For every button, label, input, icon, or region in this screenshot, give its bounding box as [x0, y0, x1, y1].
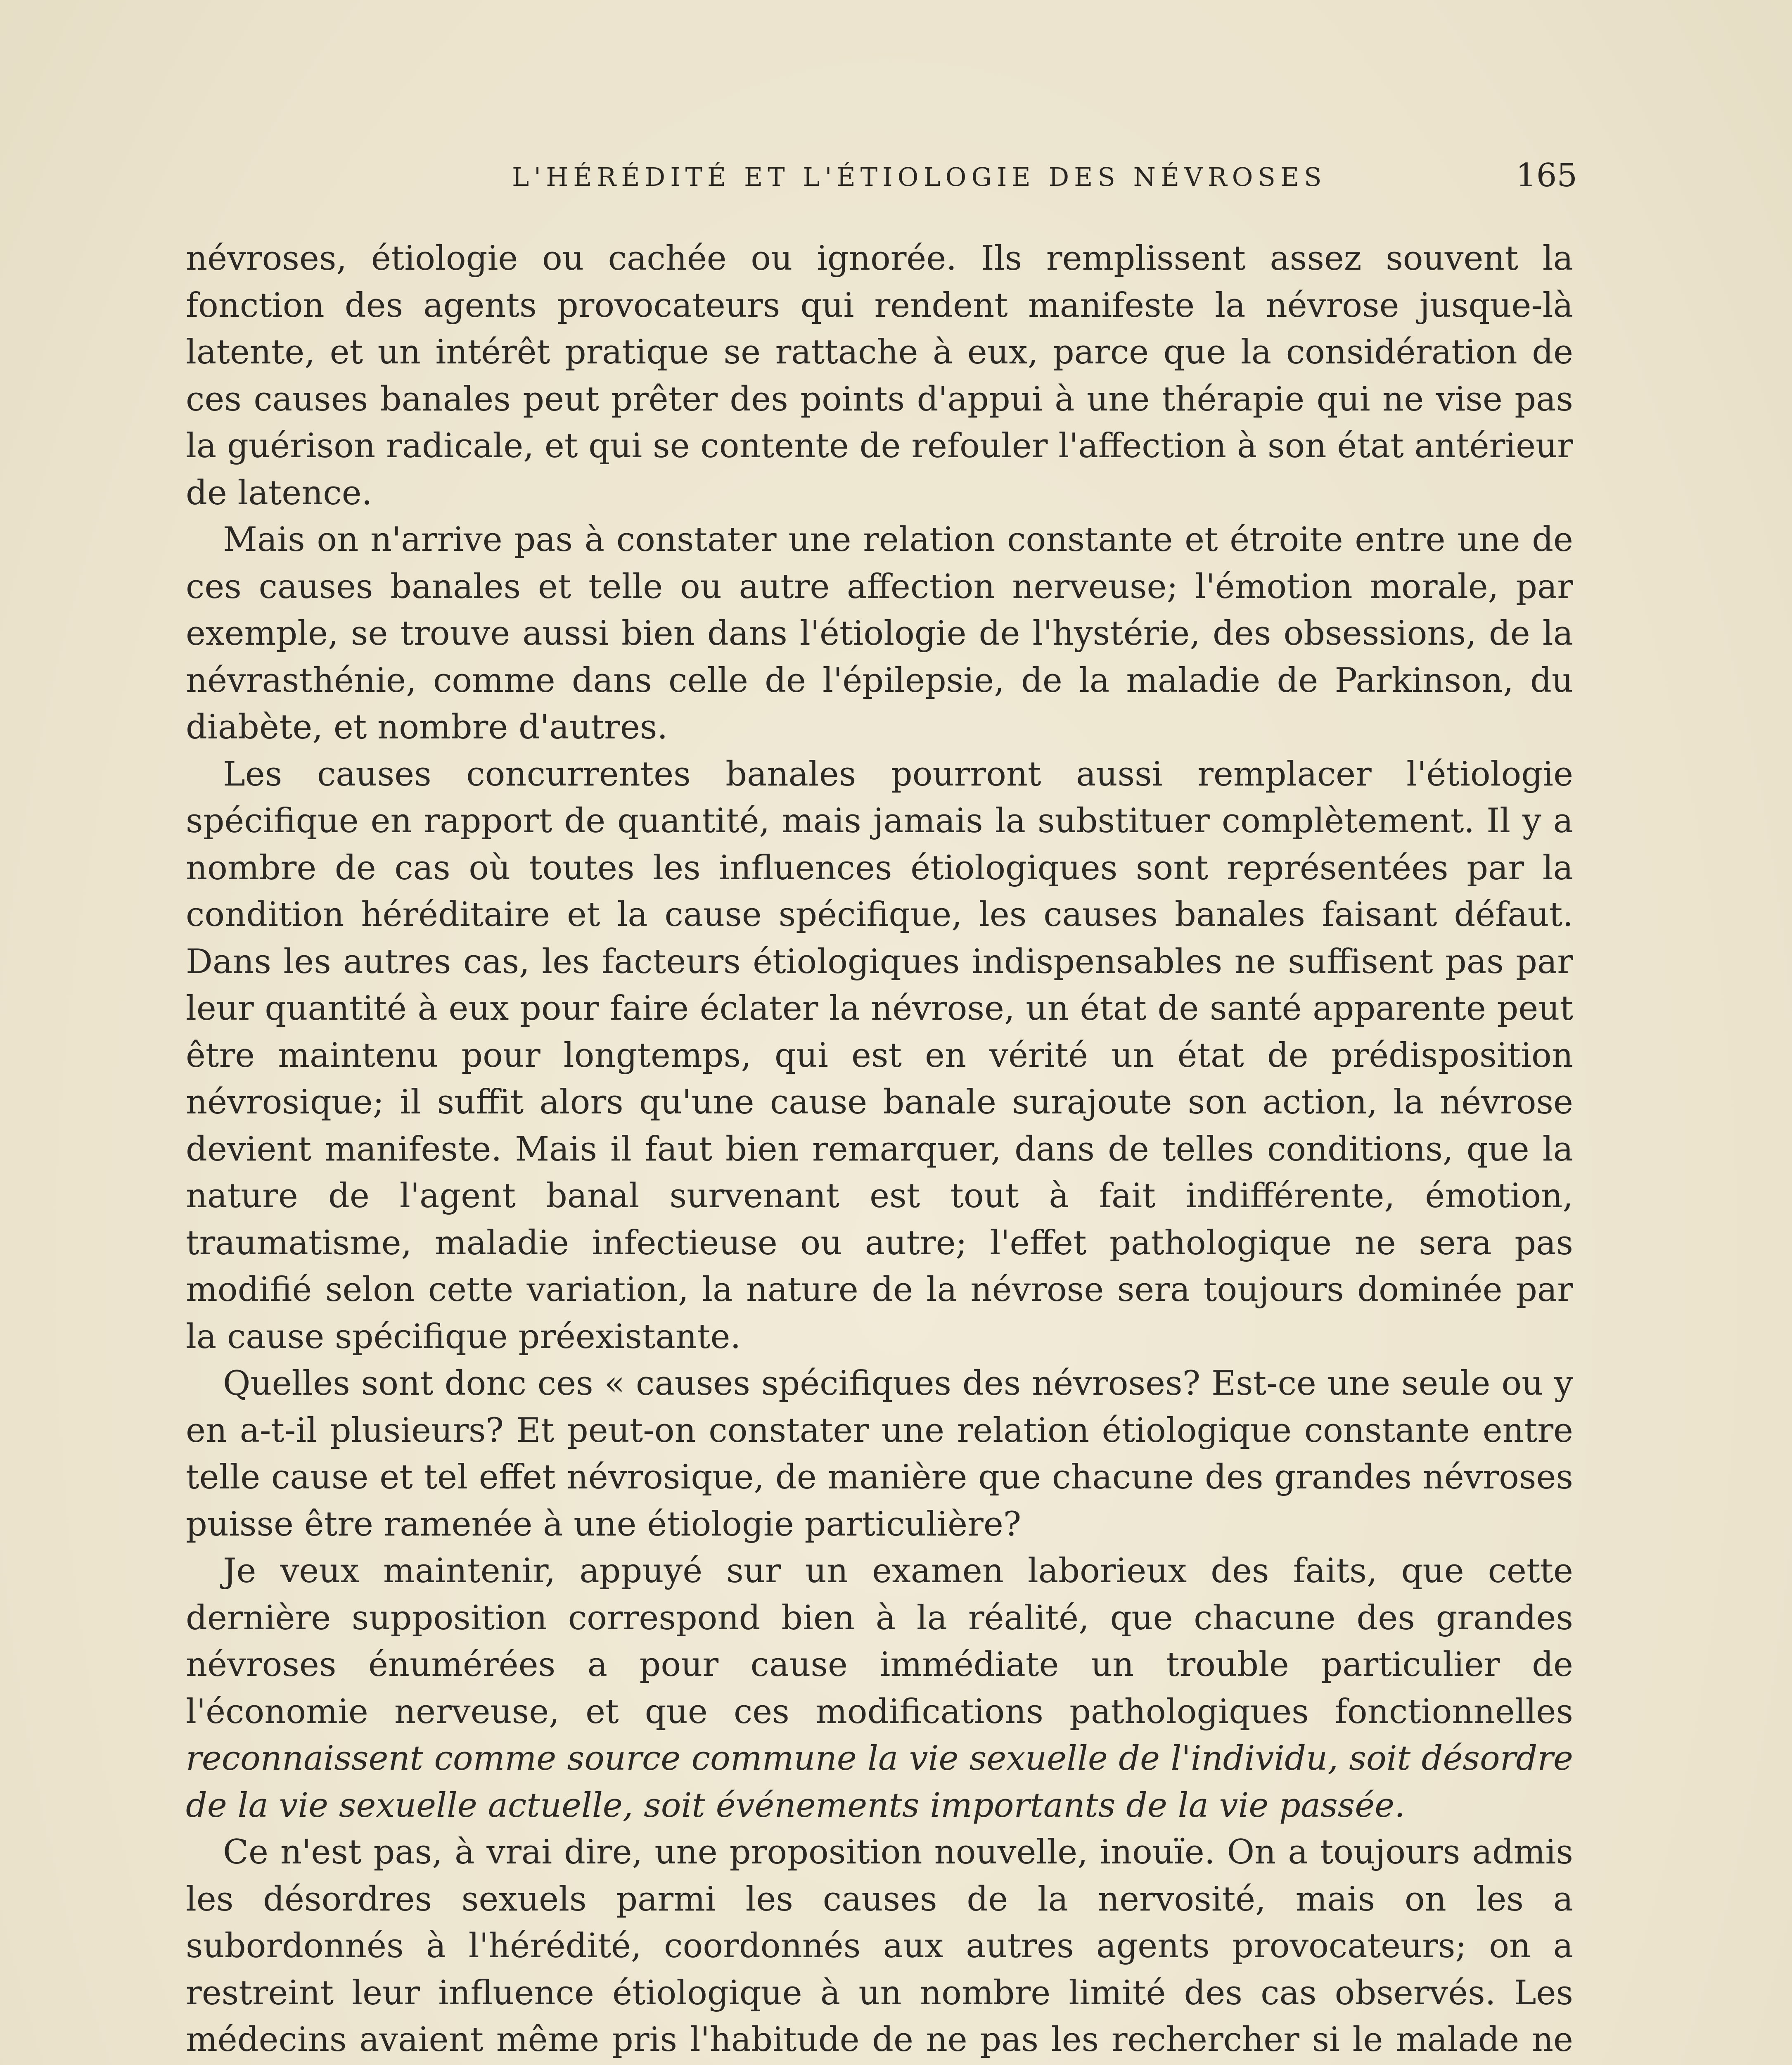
paragraph-4: Quelles sont donc ces « causes spécifiques des névroses? Est-ce une seule ou y en a-t-il plusieurs? Et peut-on constater une relation étiologique constante entre telle cause et tel effet névrosique, de manière que chacune des grandes névroses puisse être ramenée à une étiologie particulière? [186, 1364, 1573, 1544]
paragraph-6: Ce n'est pas, à vrai dire, une proposition nouvelle, inouïe. On a toujours admis les désordres sexuels parmi les causes de la nervosité, mais on les a subordonnés à l'hérédité, coordonnés aux autres agents provocateurs; on a restreint leur influence étiologique à un nombre limité des cas observés. Les médecins avaient même pris l'habitude de ne pas les rechercher si le malade ne [186, 1833, 1573, 2059]
paragraph-5-text: Je veux maintenir, appuyé sur un examen laborieux des faits, que cette dernière supposition correspond bien à la réalité, que chacune des grandes névroses énumérées a pour cause immédiate un trouble particulier de l'économie nerveuse, et que ces modifications pathologiques fonctionnelles [186, 1552, 1573, 1731]
page-header [194, 157, 1577, 206]
body-text [186, 235, 1573, 2065]
paragraph-3: Les causes concurrentes banales pourront aussi remplacer l'étiologie spécifique en rapport de quantité, mais jamais la substituer complètement. Il y a nombre de cas où toutes les influences étiologiques sont représentées par la condition héréditaire et la cause spécifique, les causes banales faisant défaut. Dans les autres cas, les facteurs étiologiques indispensables ne suffisent pas par leur quantité à eux pour faire éclater la névrose, un état de santé apparente peut être maintenu pour longtemps, qui est en vérité un état de prédisposition névrosique; il suffit alors qu'une cause banale surajoute son action, la névrose devient manifeste. Mais il faut bien remarquer, dans de telles conditions, que la nature de l'agent banal survenant est tout à fait indifférente, émotion, traumatisme, maladie infectieuse ou autre; l'effet pathologique ne sera pas modifié selon cette variation, la nature de la névrose sera toujours dominée par la cause spécifique préexistante. [186, 755, 1573, 1356]
page-number: 165 [1516, 157, 1577, 194]
running-title: L'HÉRÉDITÉ ET L'ÉTIOLOGIE DES NÉVROSES [512, 162, 1327, 192]
paragraph-5-emphasis: reconnaissent comme source commune la vie sexuelle de l'individu, soit désordre de la vie sexuelle actuelle, soit événements importants de la vie passée. [186, 1739, 1573, 1825]
paragraph-1: névroses, étiologie ou cachée ou ignorée. Ils remplissent assez souvent la fonction des agents provocateurs qui rendent manifeste la névrose jusque-là latente, et un intérêt pratique se rattache à eux, parce que la considération de ces causes banales peut prêter des points d'appui à une thérapie qui ne vise pas la guérison radicale, et qui se contente de refouler l'affection à son état antérieur de latence. [186, 239, 1573, 513]
paragraph-5 [186, 1548, 1573, 1829]
paragraph-2: Mais on n'arrive pas à constater une relation constante et étroite entre une de ces causes banales et telle ou autre affection nerveuse; l'émotion morale, par exemple, se trouve aussi bien dans l'étiologie de l'hystérie, des obsessions, de la névrasthénie, comme dans celle de l'épilepsie, de la maladie de Parkinson, du diabète, et nombre d'autres. [186, 520, 1573, 747]
